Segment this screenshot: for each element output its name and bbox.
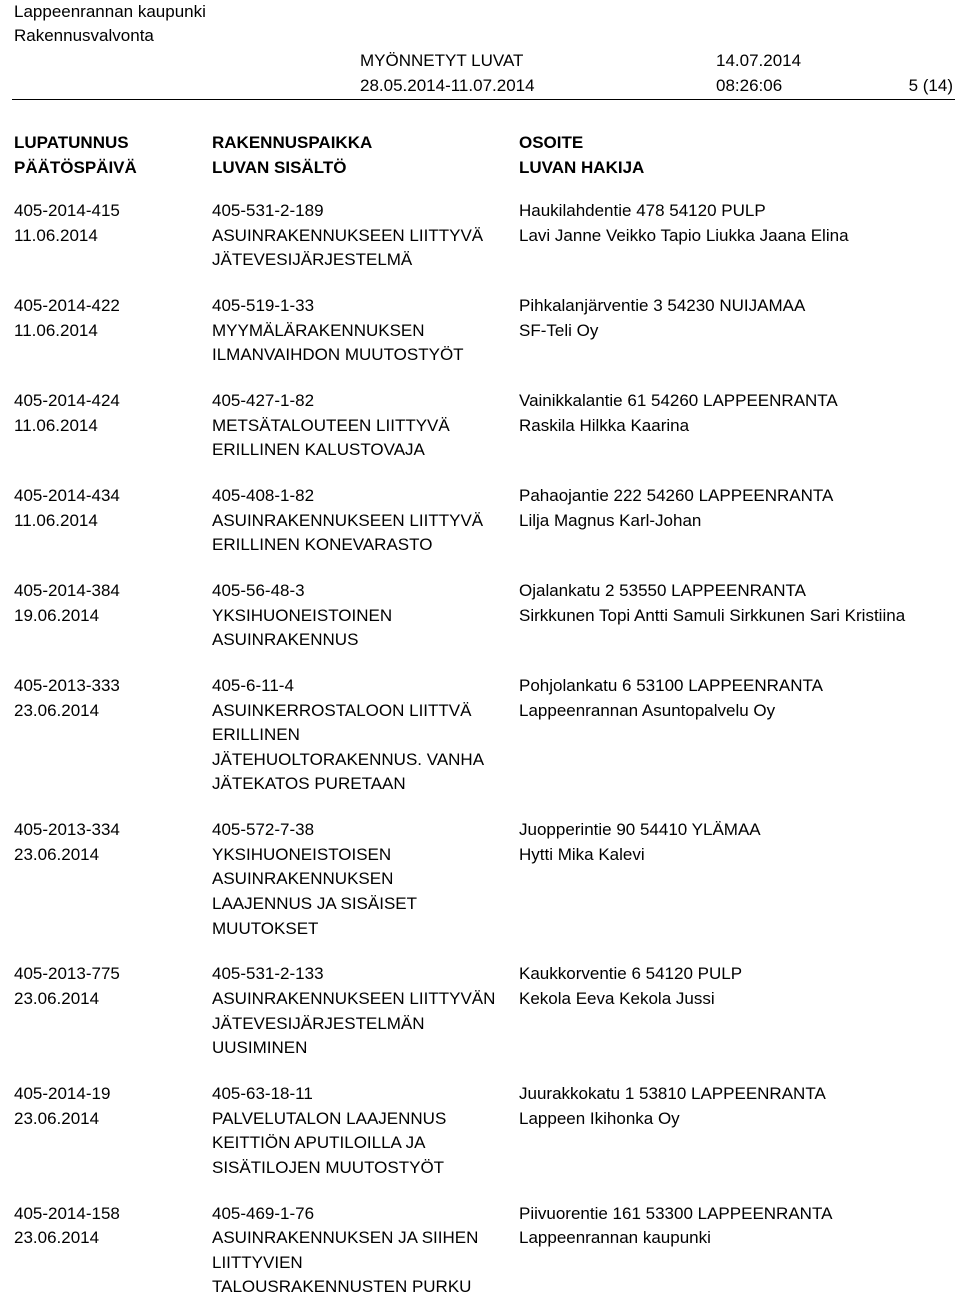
- applicant: Sirkkunen Topi Antti Samuli Sirkkunen Sari Kristiina: [519, 605, 906, 625]
- permit-content-line: UUSIMINEN: [212, 1038, 308, 1058]
- permit-content-line: SISÄTILOJEN MUUTOSTYÖT: [212, 1157, 445, 1177]
- address: Vainikkalantie 61 54260 LAPPEENRANTA: [519, 391, 838, 410]
- permit-content-line: JÄTEHUOLTORAKENNUS. VANHA: [212, 749, 485, 769]
- decision-date: 19.06.2014: [14, 605, 100, 625]
- applicant: SF-Teli Oy: [519, 320, 599, 340]
- permit-content-line: ERILLINEN: [212, 725, 300, 745]
- permit-content-line: ILMANVAIHDON MUUTOSTYÖT: [212, 345, 464, 365]
- address: Pahaojantie 222 54260 LAPPEENRANTA: [519, 486, 834, 505]
- site-cell: [212, 962, 512, 1060]
- applicant: Raskila Hilkka Kaarina: [519, 415, 690, 435]
- site-id: 405-6-11-4: [212, 676, 294, 695]
- permit-content-line: MYYMÄLÄRAKENNUKSEN: [212, 320, 425, 340]
- permit-id: 405-2014-424: [14, 391, 120, 410]
- permit-cell: [14, 1202, 204, 1251]
- column-header-address-label: OSOITE: [519, 133, 584, 152]
- address-cell: [519, 674, 959, 723]
- site-id: 405-572-7-38: [212, 820, 315, 840]
- address-cell: [519, 962, 959, 1011]
- header-divider: [12, 99, 955, 100]
- page-number: 5 (14): [908, 76, 953, 95]
- permit-content-line: ASUINRAKENNUS: [212, 630, 359, 650]
- permit-content-line: PALVELUTALON LAAJENNUS: [212, 1108, 447, 1128]
- permit-content-line: YKSIHUONEISTOINEN: [212, 605, 393, 625]
- permit-content-line: JÄTEVESIJÄRJESTELMÄN: [212, 1013, 425, 1033]
- permit-id: 405-2014-384: [14, 581, 120, 600]
- site-id: 405-408-1-82: [212, 486, 315, 505]
- address-cell: [519, 294, 959, 343]
- permit-id: 405-2013-775: [14, 964, 120, 984]
- site-id: 405-531-2-133: [212, 964, 324, 984]
- applicant: Hytti Mika Kalevi: [519, 844, 645, 864]
- address-cell: [519, 579, 959, 628]
- address-cell: [519, 199, 959, 248]
- permit-content-line: ERILLINEN KALUSTOVAJA: [212, 440, 425, 460]
- permit-content-line: METSÄTALOUTEEN LIITTYVÄ: [212, 415, 450, 435]
- address: Piivuorentie 161 53300 LAPPEENRANTA: [519, 1203, 833, 1223]
- permit-id: 405-2014-415: [14, 201, 120, 220]
- column-header-decision-date: PÄÄTÖSPÄIVÄ: [14, 158, 137, 177]
- address-cell: [519, 484, 959, 533]
- decision-date: 11.06.2014: [14, 225, 98, 245]
- permit-cell: [14, 818, 204, 867]
- permit-content-line: ERILLINEN KONEVARASTO: [212, 535, 433, 555]
- permit-content-line: ASUINRAKENNUKSEEN LIITTYVÄN: [212, 988, 496, 1008]
- permit-content-line: YKSIHUONEISTOISEN: [212, 844, 392, 864]
- permit-cell: [14, 294, 204, 343]
- permit-cell: [14, 1082, 204, 1131]
- column-header-permit: [14, 130, 204, 180]
- applicant: Kekola Eeva Kekola Jussi: [519, 988, 715, 1008]
- permit-cell: [14, 389, 204, 438]
- print-date: 14.07.2014: [716, 51, 802, 70]
- site-cell: [212, 199, 512, 273]
- site-cell: [212, 818, 512, 941]
- permit-id: 405-2013-333: [14, 676, 120, 695]
- department-name: Rakennusvalvonta: [14, 26, 154, 45]
- site-cell: [212, 484, 512, 558]
- address: Kaukkorventie 6 54120 PULP: [519, 964, 743, 984]
- decision-date: 11.06.2014: [14, 510, 98, 530]
- organization-name: Lappeenrannan kaupunki: [14, 2, 206, 21]
- address: Haukilahdentie 478 54120 PULP: [519, 201, 766, 220]
- address-cell: [519, 1202, 959, 1251]
- applicant: Lappeenrannan Asuntopalvelu Oy: [519, 700, 776, 720]
- decision-date: 23.06.2014: [14, 1228, 100, 1248]
- permit-cell: [14, 962, 204, 1011]
- site-cell: [212, 674, 512, 797]
- permit-id: 405-2014-19: [14, 1084, 111, 1103]
- address: Juurakkokatu 1 53810 LAPPEENRANTA: [519, 1084, 826, 1103]
- permit-content-line: ASUINRAKENNUKSEEN LIITTYVÄ: [212, 225, 484, 245]
- permit-id: 405-2014-434: [14, 486, 120, 505]
- permit-content-line: LAAJENNUS JA SISÄISET: [212, 893, 418, 913]
- permit-content-line: ASUINKERROSTALOON LIITTVÄ: [212, 700, 472, 720]
- address: Ojalankatu 2 53550 LAPPEENRANTA: [519, 581, 806, 600]
- permit-cell: [14, 199, 204, 248]
- column-header-content: LUVAN SISÄLTÖ: [212, 158, 347, 177]
- decision-date: 23.06.2014: [14, 700, 100, 720]
- permit-content-line: ASUINRAKENNUKSEN: [212, 869, 394, 889]
- permit-id: 405-2014-422: [14, 296, 120, 315]
- site-cell: [212, 389, 512, 463]
- column-header-applicant: LUVAN HAKIJA: [519, 158, 645, 177]
- applicant: Lavi Janne Veikko Tapio Liukka Jaana Elina: [519, 225, 849, 245]
- column-header-site-id: RAKENNUSPAIKKA: [212, 133, 373, 152]
- decision-date: 11.06.2014: [14, 415, 98, 435]
- permit-id: 405-2014-158: [14, 1203, 120, 1223]
- decision-date: 23.06.2014: [14, 844, 100, 864]
- site-cell: [212, 579, 512, 653]
- permit-cell: [14, 579, 204, 628]
- decision-date: 23.06.2014: [14, 988, 100, 1008]
- decision-date: 11.06.2014: [14, 320, 98, 340]
- column-header-permit-id: LUPATUNNUS: [14, 133, 129, 152]
- permit-content-line: ASUINRAKENNUKSEEN LIITTYVÄ: [212, 510, 484, 530]
- site-id: 405-427-1-82: [212, 391, 315, 410]
- permit-content-line: ASUINRAKENNUKSEN JA SIIHEN: [212, 1228, 479, 1248]
- site-id: 405-469-1-76: [212, 1203, 315, 1223]
- address: Pihkalanjärventie 3 54230 NUIJAMAA: [519, 296, 806, 315]
- permit-content-line: LIITTYVIEN: [212, 1252, 303, 1272]
- column-header-address: [519, 130, 959, 180]
- permit-content-line: TALOUSRAKENNUSTEN PURKU: [212, 1277, 472, 1297]
- print-time: 08:26:06: [716, 76, 783, 95]
- date-range: 28.05.2014-11.07.2014: [360, 76, 535, 95]
- site-cell: [212, 1202, 512, 1300]
- address-cell: [519, 818, 959, 867]
- applicant: Lilja Magnus Karl-Johan: [519, 510, 702, 530]
- report-title: MYÖNNETYT LUVAT: [360, 51, 524, 70]
- permit-id: 405-2013-334: [14, 820, 120, 840]
- site-id: 405-56-48-3: [212, 581, 305, 600]
- permit-content-line: MUUTOKSET: [212, 918, 319, 938]
- decision-date: 23.06.2014: [14, 1108, 100, 1128]
- permit-content-line: JÄTEKATOS PURETAAN: [212, 774, 406, 794]
- site-cell: [212, 1082, 512, 1180]
- address-cell: [519, 1082, 959, 1131]
- permit-cell: [14, 484, 204, 533]
- applicant: Lappeen Ikihonka Oy: [519, 1108, 680, 1128]
- site-id: 405-531-2-189: [212, 201, 324, 220]
- permit-content-line: KEITTIÖN APUTILOILLA JA: [212, 1133, 426, 1153]
- address: Juopperintie 90 54410 YLÄMAA: [519, 820, 761, 840]
- column-header-site: [212, 130, 512, 180]
- address: Pohjolankatu 6 53100 LAPPEENRANTA: [519, 676, 823, 695]
- address-cell: [519, 389, 959, 438]
- permit-content-line: JÄTEVESIJÄRJESTELMÄ: [212, 250, 413, 270]
- applicant: Lappeenrannan kaupunki: [519, 1228, 711, 1248]
- site-cell: [212, 294, 512, 368]
- site-id: 405-519-1-33: [212, 296, 315, 315]
- site-id: 405-63-18-11: [212, 1084, 313, 1103]
- permit-cell: [14, 674, 204, 723]
